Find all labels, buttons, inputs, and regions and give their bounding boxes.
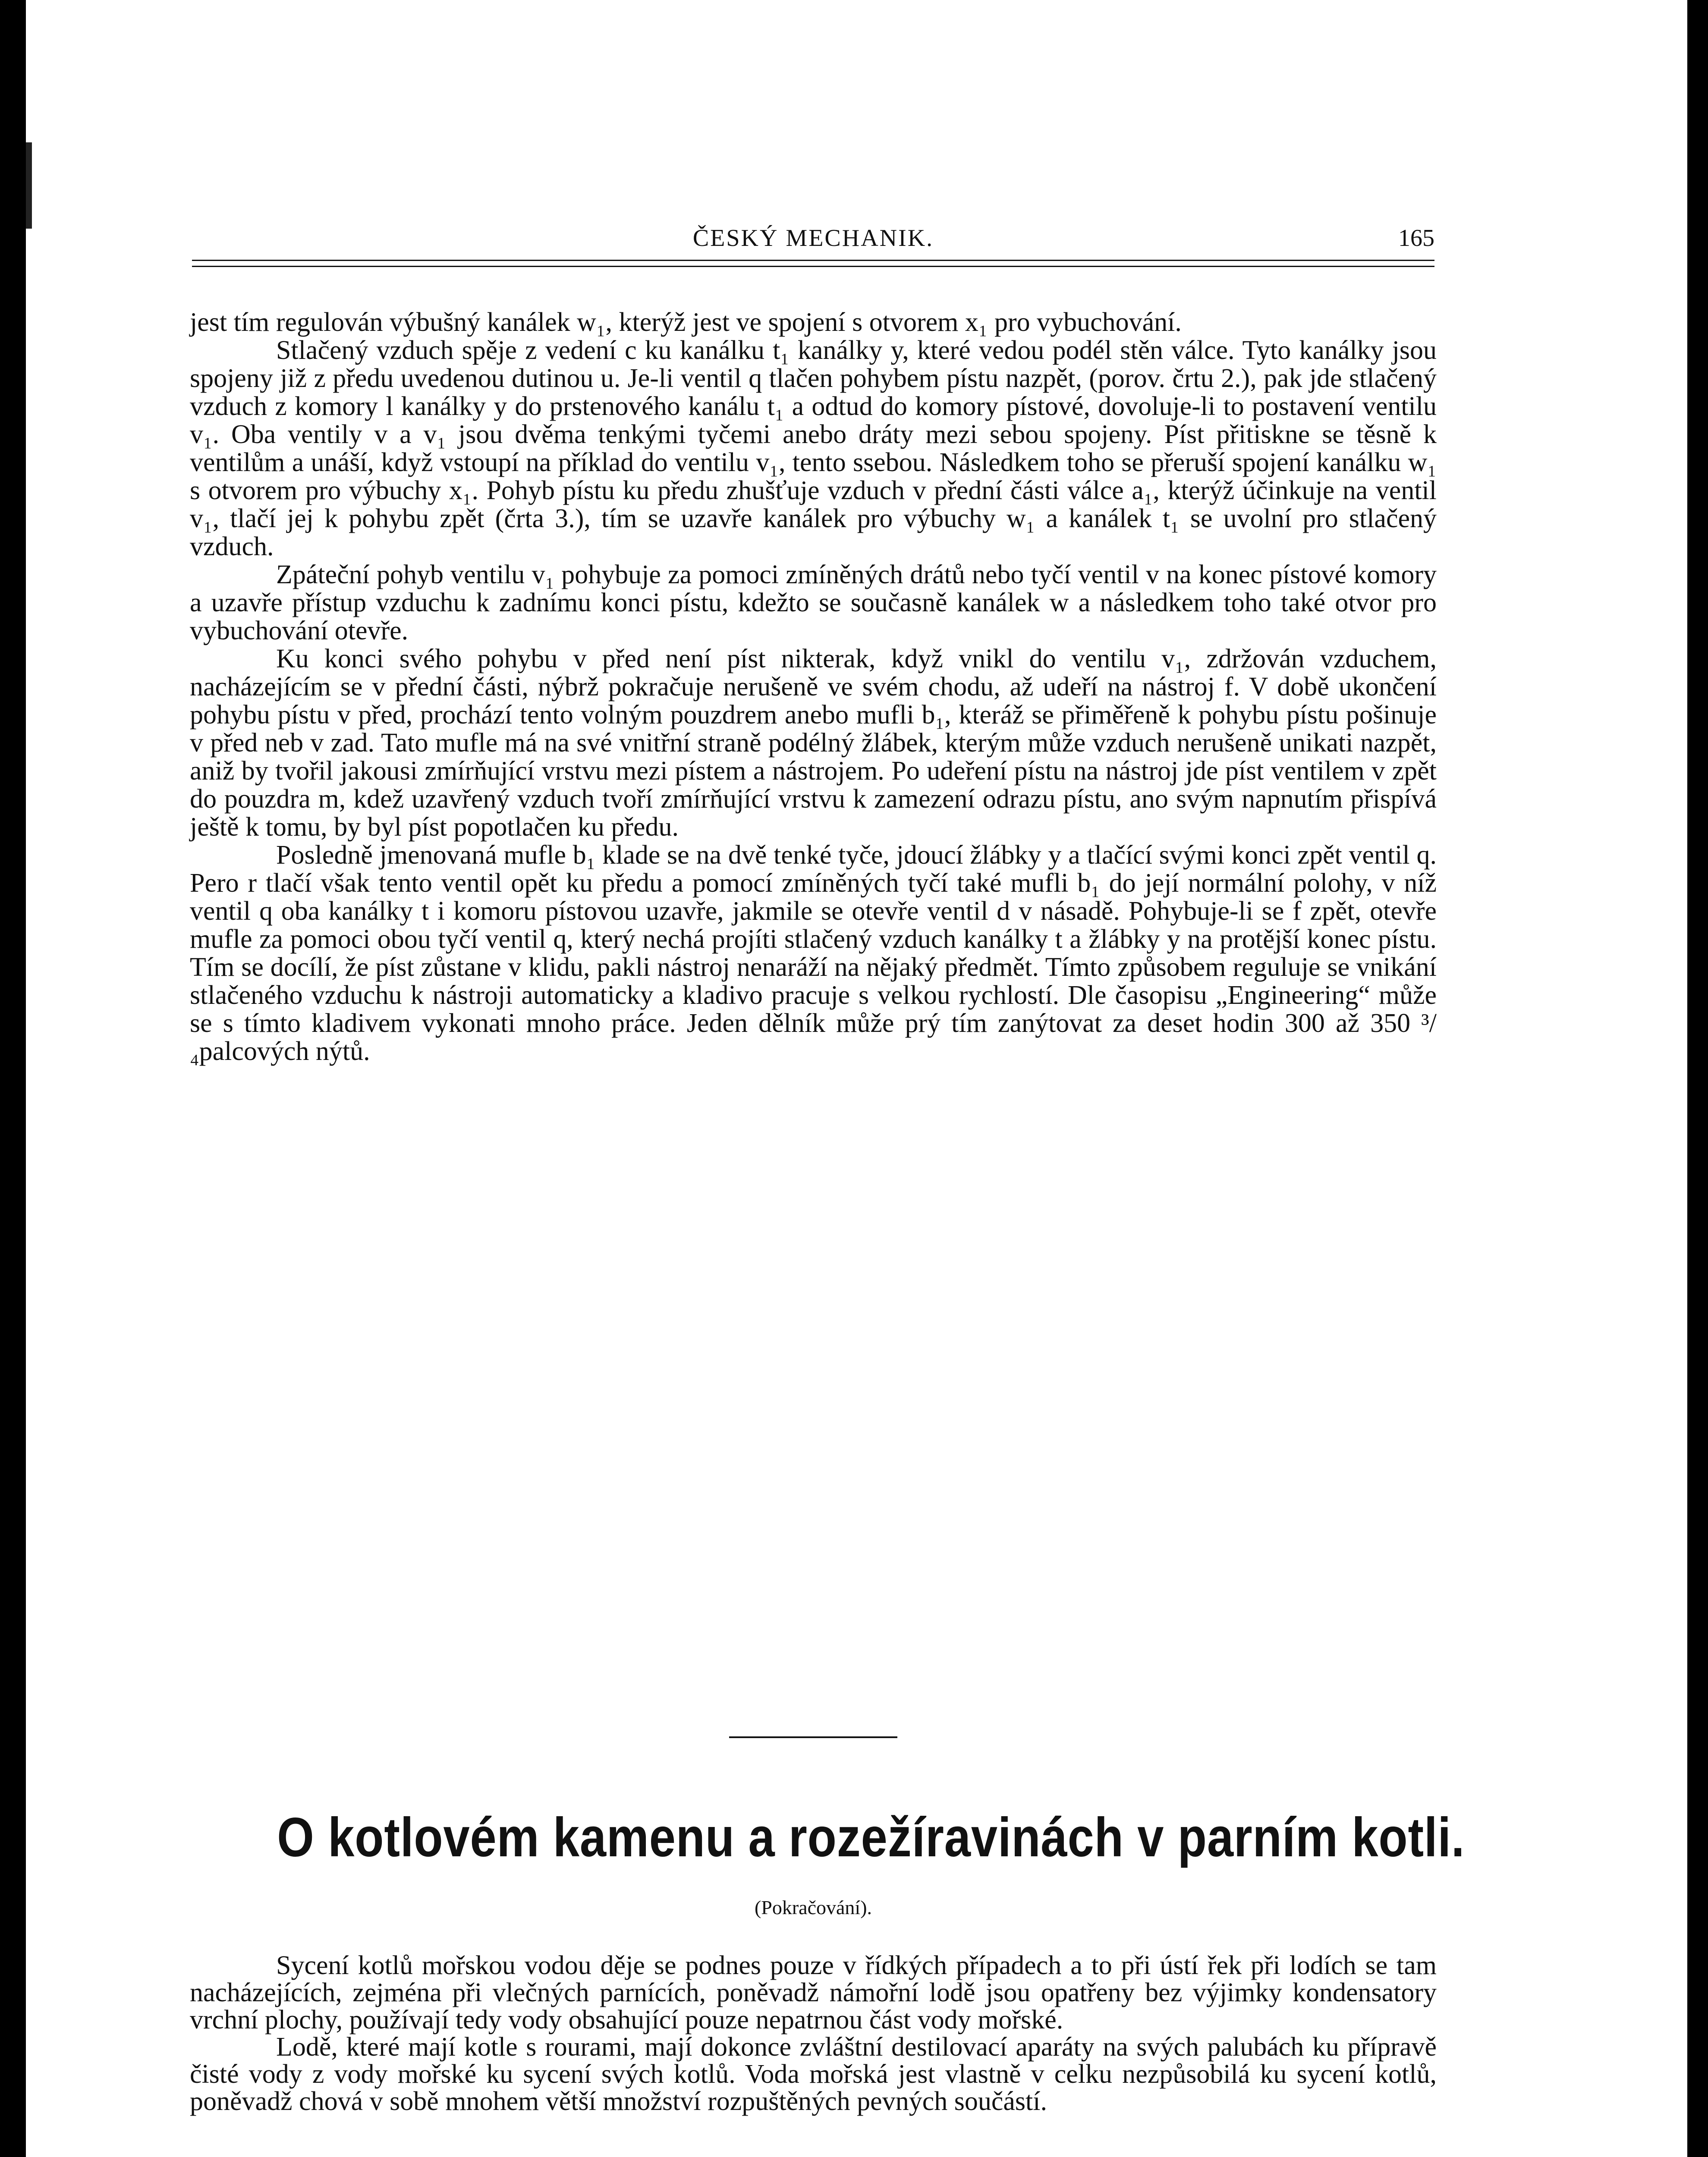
article-body [190,1952,1437,2115]
header-rule [192,260,1434,261]
scan-border-left [0,0,26,2157]
paragraph: Lodě, které mají kotle s rourami, mají dokonce zvláštní destilovací aparáty na svých palubách ku přípravě čisté vody z vody mořské ku sycení svých kotlů. Voda mořská jest vlastně v celku nezpůsobilá ku sycení kotlů, poněvadž chová v sobě mnohem větší množství rozpuštěných pevných součástí. [190,2032,1437,2116]
page-number: 165 [1398,225,1434,252]
article-subtitle: (Pokračování). [754,1896,872,1918]
paragraph: Stlačený vzduch spěje z vedení c ku kanálku t₁ kanálky y, které vedou podél stěn válce. Tyto kanálky jsou spojeny již z předu uvedenou dutinou u. Je-li ventil q tlačen pohybem pístu nazpět, (porov. črtu 2.), pak jde stlačený vzduch z komory l kanálky y do prstenového kanálu t₁ a odtud do komory pístové, dovoluje-li to postavení ventilu v₁. Oba ventily v a v₁ jsou dvěma tenkými tyčemi anebo dráty mezi sebou spojeny. Píst přitiskne se těsně k ventilům a unáší, když vstoupí na příklad do ventilu v₁, tento ssebou. Následkem toho se přeruší spojení kanálku w₁ s otvorem pro výbuchy x₁. Pohyb pístu ku předu zhušťuje vzduch v přední části válce a₁, kterýž účinkuje na ventil v₁, tlačí jej k pohybu zpět (črta 3.), tím se uzavře kanálek pro výbuchy w₁ a kanálek t₁ se uvolní pro stlačený vzduch. [190,336,1437,561]
paragraph: Ku konci svého pohybu v před není píst nikterak, když vnikl do ventilu v₁, zdržován vzduchem, nacházejícím se v přední části, nýbrž pokračuje nerušeně ve svém chodu, až udeří na nástroj f. V době ukončení pohybu pístu v před, prochází tento volným pouzdrem anebo mufli b₁, kteráž se přiměřeně k pohybu pístu pošinuje v před neb v zad. Tato mufle má na své vnitřní straně podélný žlábek, kterým může vzduch nerušeně unikati nazpět, aniž by tvořil jakousi zmírňující vrstvu mezi pístem a nástrojem. Po udeření pístu na nástroj jde píst ventilem v zpět do pouzdra m, kdež uzavřený vzduch tvoří zmírňující vrstvu k zamezení odrazu pístu, ano svým napnutím přispívá ještě k tomu, by byl píst popotlačen ku předu. [190,644,1437,842]
article-title: O kotlovém kamenu a rozežíravinách v parním kotli. [277,1807,1465,1868]
paragraph: jest tím regulován výbušný kanálek w₁, kterýž jest ve spojení s otvorem x₁ pro vybuchování. [190,308,1182,337]
journal-title: ČESKÝ MECHANIK. [692,225,934,252]
header-rule-double [192,266,1434,267]
section-separator [729,1736,897,1738]
scan-border-right [1687,0,1708,2157]
paragraph: Zpáteční pohyb ventilu v₁ pohybuje za pomoci zmíněných drátů nebo tyčí ventil v na konec pístové komory a uzavře přístup vzduchu k zadnímu konci pístu, kdežto se současně kanálek w a následkem toho také otvor pro vybuchování otevře. [190,560,1437,645]
running-header [192,224,1434,259]
paragraph: Posledně jmenovaná mufle b₁ klade se na dvě tenké tyče, jdoucí žlábky y a tlačící svými konci zpět ventil q. Pero r tlačí však tento ventil opět ku předu a pomocí zmíněných tyčí také mufli b₁ do její normální polohy, v níž ventil q oba kanálky t i komoru pístovou uzavře, jakmile se otevře ventil d v násadě. Pohybuje-li se f zpět, otevře mufle za pomoci obou tyčí ventil q, který nechá projíti stlačený vzduch kanálky t a žlábky y na protější konec pístu. Tím se docílí, že píst zůstane v klidu, pakli nástroj nenaráží na nějaký předmět. Tímto způsobem reguluje se vnikání stlačeného vzduchu k nástroji automaticky a kladivo pracuje s velkou rychlostí. Dle časopisu „Engineering“ může se s tímto kladivem vykonati mnoho práce. Jeden dělník může prý tím zanýtovat za deset hodin 300 až 350 ³/₄palcových nýtů. [190,840,1437,1066]
paragraph: Sycení kotlů mořskou vodou děje se podnes pouze v řídkých případech a to při ústí řek při lodích se tam nacházejících, zejména při vlečných parnících, poněvadž námořní lodě jsou opatřeny bez výjimky kondensatory vrchní plochy, používají tedy vody obsahující pouze nepatrnou část vody mořské. [190,1951,1437,2034]
article-continuation [190,308,1437,1066]
scan-mark [26,142,32,229]
